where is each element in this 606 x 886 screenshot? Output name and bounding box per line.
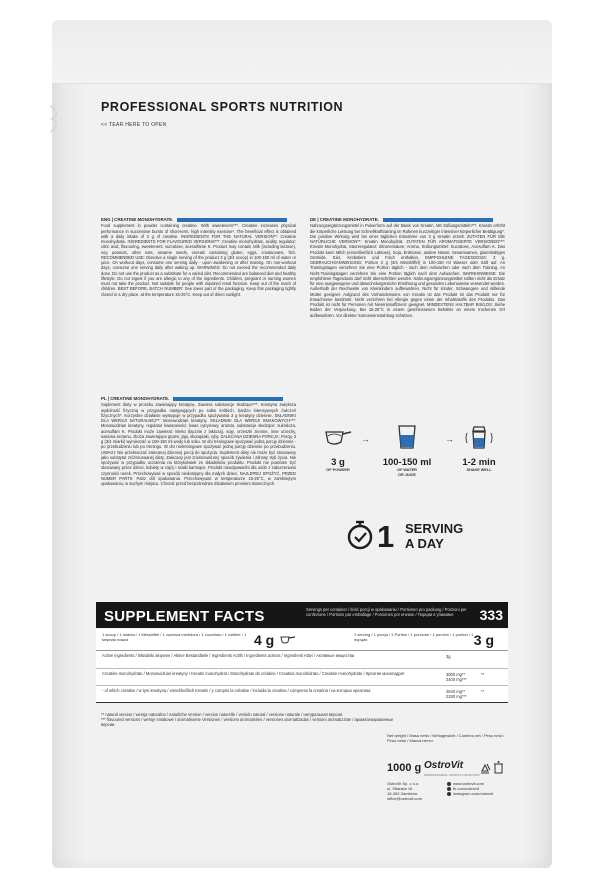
arrow-right-icon: → — [361, 434, 370, 444]
timer-icon — [345, 519, 375, 551]
serving-label: 1 serving / 1 porcja / 1 Portion / 1 porzione / 1 porción / 1 portion / 1 порция — [354, 632, 474, 642]
footnotes — [101, 712, 401, 728]
supplement-facts-header — [96, 602, 508, 628]
english-text-column — [101, 217, 296, 377]
brand-logo-subtitle: PROFESSIONAL SPORTS NUTRITION — [424, 773, 480, 777]
language-code: ENG | CREATINE MONOHYDRATE. — [101, 217, 174, 222]
servings-per-container-value: 333 — [479, 607, 503, 623]
creatine-row: Creatine monohydrate / Monowodzian kreatyny / Kreatin monohydrat / Monohydrate de créatine / Creatina monohidrato / Creatine monohydrate / Креатин моногидрат 3000 mg** 2400 mg*** ** — [96, 669, 508, 686]
social-instagram[interactable]: instagram.com/ostrovit — [447, 791, 517, 796]
column-header — [101, 217, 296, 222]
scoop-icon — [323, 424, 353, 450]
language-code: PL | CREATINE MONOHYDRATE. — [101, 396, 170, 401]
servings-per-container-label: Servings per container / Ilość porcji w opakowaniu / Portionen pro packung / Porzioni per confezione / Portions par emballage / Porciones por envase / Порции в упаковке — [306, 607, 467, 617]
accent-bar — [177, 218, 287, 222]
active-ingredients-row: Active ingredients / Składniki aktywne / Aktive Bestandteile / Ingredients Actifs / Ingredients activos / Ingredienti Attivi / Активные вещества 3g — [96, 651, 508, 669]
preparation-steps — [312, 424, 507, 494]
serving-text: SERVING A DAY — [405, 521, 464, 551]
column-header — [101, 396, 296, 401]
column-header — [310, 217, 505, 222]
bag-shade — [522, 20, 552, 868]
supplement-facts-title: SUPPLEMENT FACTS — [104, 608, 265, 625]
accent-bar — [383, 218, 493, 222]
polish-body: Suplement diety w proszku zawierający kreatynę. Zawiera substancje słodzące***. Kreatyna zwiększa wydolność fizyczną w przypadku następujących po sobie krótkich, bardzo intensywnych ćwiczeń fizycznych*. Korzystne działanie występuje w przypadku spożywania 3 g kreatyny dziennie. SKŁADNIKI DLA WERSJI NATURALNEJ**: Monowodzian kreatyny. SKŁADNIKI DLA WERSJI SMAKOWYCH***: Monowodzian kreatyny, regulator kwasowości: kwas cytrynowy, aromat, substancje słodzące: sukraloza, acesulfam K. Produkt może zawierać mleko (łącznie z laktozą), soję, orzeszki ziemne, inne orzechy, nasiona sezamu, zboża zawierające gluten, jaja, skorupiaki, ryby. ZALECANA DZIENNA PORCJA: Porcję 3 g (3/4 miarki) wymieszać w 100-150 ml wody lub soku. W dni treningowe spożywać jedną porcję dziennie - po przebudzeniu lub po treningu. W dni nietreningowe spożywać jedną porcję dziennie po przebudzeniu. UWAGI: Nie przekraczać zalecanej dziennej porcji do spożycia. Suplement diety nie może być stosowany jako substytut zróżnicowanej diety. Zalecany jest zrównoważony sposób żywienia i zdrowy tryb życia. Nie spożywać w przypadku uczulenia na którykolwiek ze składników produktu. Produkt nie powinien być stosowany przez dzieci, kobiety w ciąży i matki karmiące. Produkt nieodpowiedni dla osób z zaburzeniami czynności nerek. Przechowywać w sposób niedostępny dla małych dzieci. NAJLEPIEJ SPOŻYĆ, PRZED NUMER PARTII: Patrz dół opakowania. Przechowywać w temperaturze 15-25°C, w zamkniętym opakowaniu, w suchym miejscu. Chronić przed bezpośrednim działaniem promieni słonecznych. — [101, 402, 296, 486]
social-website[interactable]: www.ostrovit.com — [447, 781, 517, 786]
company-address: OstroVit Sp. z o.o. ul. Sitarska 16 18-300 Zambrów office@ostrovit.com — [387, 781, 423, 801]
shaker-icon — [464, 424, 494, 450]
tear-notch-icon — [48, 104, 66, 134]
german-body: Nahrungsergänzungsmittel in Pulverform auf der Basis von Kreatin. Mit Süßungsmitteln***. Kreatin erhöht die körperliche Leistung bei Schnellkrafttraining im Rahmen kurzzeitiger intensiver körperlicher Betätigung*. Die positive Wirkung wird bei einer täglichen Einnahme von 3 g Kreatin erzielt. ZUTATEN FÜR DIE NATÜRLICHE VERSION**: Kreatin Monohydrat. ZUTATEN FÜR AROMATISIERTE VERSIONEN***: Kreatin Monohydrat, Säureregulator: Zitronensäure; Aroma, Süßungsmittel: Sucralose, Acesulfam K. Das Produkt kann Milch (einschließlich Laktose), Soja, Erdnüsse, andere Nüsse, Sesamsamen, glutenhaltiges Getreide, Eier, Krebstiere und Fisch enthalten. EMPFOHLENE TAGESDOSIS: 3 g. GEBRAUCHSANWEISUNG: Portion 3 g (3/4 Messlöffel) in 100-150 ml Wasser oder Saft auf. An Trainingstagen verzehren Sie eine Portion täglich - nach dem Aufwachen oder nach dem Training. An Nicht-Trainingstagen verzehren Sie eine Portion täglich nach dem Aufwachen. WARNHINWEISE: Die empfohlene Tagesdosis darf nicht überschritten werden. Nahrungsergänzungsmittel sollten nicht als Ersatz für eine ausgewogene und abwechslungsreiche Ernährung und gesunden Lebensweise verwendet werden. Außerhalb der Reichweite von Kleinkindern aufbewahren. Nicht für Kinder, Schwangere und stillende Mütter geeignet. Aufgrund des Vorhandenseins von Kreatin ist das Produkt ist das Produkt nur für Erwachsene bestimmt. Nicht verzehren bei Allergie gegen einen der Inhaltsstoffe des Produkts. Das Produkt ist nicht für Personen mit Niereninsuffizienz geeignet. MINDESTENS HALTBAR BIS/LOS: Siehe Boden der Verpackung. Bei 15-25°C in einem geschlossenen Behälter an einem trockenen Ort aufbewahren. Vor direkter Sonneneinstrahlung schützen. — [310, 223, 505, 318]
footnote-natural: ** natural version / wersja naturalna / natürliche Version / version naturelle / versión natural / versione naturale / натуральная версия. — [101, 712, 344, 717]
german-text-column — [310, 217, 505, 417]
arrow-right-icon: → — [445, 434, 454, 444]
serving-badge — [345, 515, 495, 555]
which-creatine-row: - of which creatine / w tym kreatyna / einschließlich Kreatin / y compris la créatine / incluida la creatina / compresa la creatina / из которых креатина 2640 mg** 2280 mg*** ** — [96, 686, 508, 703]
footnote-flavoured: *** flavoured versions / wersje smakowe / aromatisierte Versionen / versions aromatisées / versiones aromatizadas / versioni aromatizzate / ароматизированные версии. — [101, 717, 394, 728]
bag-shade — [52, 20, 86, 868]
scoop-icon — [280, 635, 296, 645]
serving-number: 1 — [377, 519, 395, 554]
recycle-icon — [479, 760, 505, 776]
language-code: DE | CREATINE MONOHYDRATE. — [310, 217, 379, 222]
step-shake: 1-2 min SHAKE WELL — [454, 424, 504, 473]
serving-value: 3 g — [473, 632, 494, 648]
net-weight-label: Net weight / Masa netto / Nettogewicht / Contenu net / Peso neto / Peso netto / Масса нетто: — [387, 733, 505, 743]
instagram-icon — [447, 792, 451, 796]
net-weight: 1000 g — [387, 762, 422, 774]
step-water: 100-150 ml OF WATER OR JUICE — [372, 424, 442, 477]
tear-here-label[interactable]: << TEAR HERE TO OPEN — [101, 122, 167, 128]
scoop-row — [96, 629, 508, 651]
globe-icon — [447, 782, 451, 786]
english-body: Food supplement in powder containing creatine. With sweeteners***. Creatine increases physical performance in successive bursts of short-term, high intensity exercise*. The beneficial effect is obtained with a daily intake of 3 g of creatine. INGREDIENTS FOR THE NATURAL VERSION**: Creatine monohydrate. INGREDIENTS FOR FLAVOURED VERSIONS***: Creatine monohydrate, acidity regulator: citric acid, flavouring, sweeteners: sucralose, acesulfame K. Product may contain milk (including lactose), soy, peanuts, other nuts, sesame seeds, cereals containing gluten, eggs, crustaceans, fish. RECOMMENDED USE: Dissolve a single serving of the product 3 g (3/4 scoop) in 100-150 ml of water or juice. On workout days, consume one serving daily - upon awakening or after training. On non-workout days, consume one serving daily after waking up. WARNINGS: Do not exceed the recommended daily dose. Do not use the product as a substitute for a varied diet. Recommended are balanced diet and healthy lifestyle. Do not ingest if you are allergic to any of the ingredients. Children, pregnant or nursing women must not take the product. Not suitable for people with impaired renal function. Keep out of the reach of children. BEST BEFORE, BATCH NUMBER: See lower part of the packaging. Keep this packaging tightly closed in a dry place, at the temperature 15-25°C. Keep out of direct sunlight. — [101, 223, 296, 297]
top-seal — [52, 20, 552, 84]
step-powder: 3 g OF POWDER — [320, 424, 356, 473]
accent-bar — [173, 397, 283, 401]
glass-icon — [392, 424, 422, 450]
brand-tagline: PROFESSIONAL SPORTS NUTRITION — [101, 100, 344, 114]
social-links — [447, 781, 517, 797]
facebook-icon — [447, 787, 451, 791]
brand-logo: OstroVit — [424, 760, 464, 771]
social-facebook[interactable]: fb.com/ostrovit — [447, 786, 517, 791]
scoop-label: 1 scoop / 1 miarka / 1 Messlöffel / 1 cuchara medidora / 1 cucchiaio / 1 cuillère / 1 мерная ложка — [102, 632, 247, 642]
polish-text-column — [101, 396, 296, 564]
scoop-value: 4 g — [254, 632, 275, 648]
